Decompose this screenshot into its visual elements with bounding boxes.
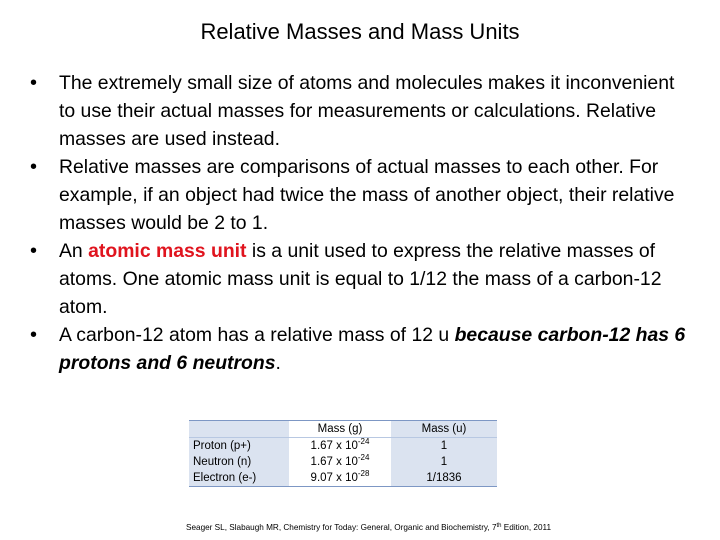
- bullet-item: [30, 153, 694, 237]
- table-header-row: [189, 421, 497, 438]
- bullet-icon: •: [30, 156, 38, 178]
- table-row: [189, 454, 497, 470]
- source-citation: [186, 522, 686, 533]
- bullet-text-prefix: A carbon-12 atom has a relative mass of 12 u: [59, 324, 455, 346]
- bullet-text: The extremely small size of atoms and molecules makes it inconvenient to use their actual masses for measurements or calculations. Relative masses are used instead.: [59, 72, 675, 150]
- emphasis-text: because carbon-12 has 6 protons and 6 neutrons: [59, 324, 686, 374]
- mass-g-base: 1.67 x 10: [310, 456, 358, 468]
- mass-u-cell: 1/1836: [391, 470, 497, 487]
- table-row: [189, 470, 497, 487]
- citation-superscript: th: [496, 523, 502, 529]
- bullet-icon: •: [30, 324, 38, 346]
- mass-u-cell: 1: [391, 438, 497, 455]
- bullet-text-suffix: is a unit used to express the relative masses of atoms. One atomic mass unit is equal to 1/12 the mass of a carbon-12 atom.: [59, 240, 662, 318]
- citation-text-end: Edition, 2011: [501, 523, 551, 532]
- term-highlight: atomic mass unit: [88, 240, 247, 262]
- mass-g-cell: [289, 470, 391, 487]
- bullet-icon: •: [30, 72, 38, 94]
- bullet-text-prefix: An: [59, 240, 89, 262]
- bullet-text: Relative masses are comparisons of actual masses to each other. For example, if an object had twice the mass of another object, their relative masses would be 2 to 1.: [59, 156, 675, 234]
- bullet-list: [30, 69, 694, 377]
- mass-g-cell: [289, 454, 391, 470]
- mass-g-exponent: -28: [357, 469, 370, 478]
- bullet-item: [30, 321, 694, 377]
- mass-g-cell: [289, 438, 391, 455]
- table-row: [189, 438, 497, 455]
- particle-name: Electron (e-): [189, 470, 289, 487]
- header-particle: [189, 421, 289, 438]
- particle-name: Proton (p+): [189, 438, 289, 455]
- mass-g-exponent: -24: [357, 437, 370, 446]
- bullet-text-suffix: .: [275, 352, 281, 374]
- mass-g-base: 9.07 x 10: [310, 472, 358, 484]
- bullet-item: [30, 69, 694, 153]
- header-mass-g: Mass (g): [289, 421, 391, 438]
- bullet-icon: •: [30, 240, 38, 262]
- citation-text: Seager SL, Slabaugh MR, Chemistry for Today: General, Organic and Biochemistry, 7: [186, 523, 497, 532]
- bullet-item: [30, 237, 694, 321]
- mass-u-cell: 1: [391, 454, 497, 470]
- mass-g-base: 1.67 x 10: [310, 440, 358, 452]
- particle-name: Neutron (n): [189, 454, 289, 470]
- header-mass-u: Mass (u): [391, 421, 497, 438]
- slide-title: Relative Masses and Mass Units: [200, 19, 520, 44]
- particle-mass-table: [189, 420, 497, 487]
- mass-g-exponent: -24: [357, 453, 370, 462]
